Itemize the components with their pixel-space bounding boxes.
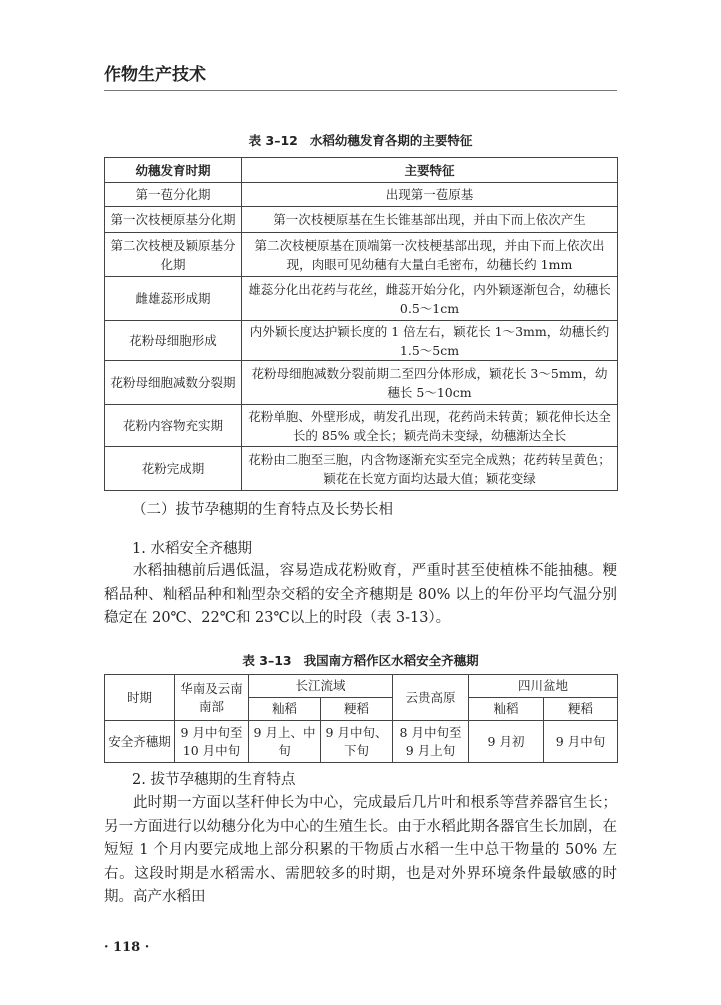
header-yungui: 云贵高原 xyxy=(393,675,469,721)
table1-title: 水稻幼穗发育各期的主要特征 xyxy=(309,133,473,148)
paragraph-1-text: 水稻抽穗前后遇低温，容易造成花粉败育，严重时甚至使植株不能抽穗。粳稻品种、籼稻品种和籼型杂交稻的安全齐穗期是 80% 以上的年份平均气温分别稳定在 20℃、22℃和 23℃以上的时段（表 3-13）。 xyxy=(104,563,617,626)
page-number: · 118 · xyxy=(104,940,150,955)
feature-cell: 出现第一苞原基 xyxy=(242,183,618,207)
feature-cell: 花粉母细胞减数分裂前期二至四分体形成，颖花长 3～5mm，幼穗长 5～10cm xyxy=(242,361,618,405)
paragraph-1 xyxy=(104,560,617,631)
stage-cell: 雌雄蕊形成期 xyxy=(105,277,242,321)
header-changjiang: 长江流域 xyxy=(249,675,393,698)
value-yungui: 8 月中旬至 9 月上旬 xyxy=(393,721,469,763)
table-safe-heading-period xyxy=(104,674,618,763)
table-row xyxy=(105,405,618,447)
table2-caption xyxy=(104,651,617,669)
stage-cell: 花粉内容物充实期 xyxy=(105,405,242,447)
feature-cell: 内外颖长度达护颖长度的 1 倍左右，颖花长 1～3mm，幼穗长约 1.5～5cm xyxy=(242,321,618,361)
feature-cell: 第二次枝梗原基在顶端第一次枝梗基部出现，并由下而上依次出现，肉眼可见幼穗有大量白毛密布，幼穗长约 1mm xyxy=(242,233,618,277)
paragraph-2-text: 此时期一方面以茎秆伸长为中心，完成最后几片叶和根系等营养器官生长；另一方面进行以幼穗分化为中心的生殖生长。由于水稻此期各器官生长加剧，在短短 1 个月内要完成地上部分积累的干物质占水稻一生中总干物量的 50% 左右。这段时期是水稻需水、需肥较多的时期，也是对外界环境条件最敏感的时期。高产水稻田 xyxy=(104,795,617,905)
header-cj-geng: 粳稻 xyxy=(321,698,393,721)
table1-caption xyxy=(104,131,617,149)
stage-cell: 第一次枝梗原基分化期 xyxy=(105,207,242,233)
table-row xyxy=(105,233,618,277)
feature-cell: 第一次枝梗原基在生长锥基部出现，并由下而上依次产生 xyxy=(242,207,618,233)
table-header-row xyxy=(105,158,618,183)
value-cj-xian: 9 月上、中旬 xyxy=(249,721,321,763)
running-head: 作物生产技术 xyxy=(104,65,206,85)
table2-title: 我国南方稻作区水稻安全齐穗期 xyxy=(303,653,479,668)
table-rice-panicle-stages xyxy=(104,157,618,491)
table-row xyxy=(105,183,618,207)
header-cj-xian: 籼稻 xyxy=(249,698,321,721)
value-cj-geng: 9 月中旬、下旬 xyxy=(321,721,393,763)
subsection-heading-2: 2. 拔节孕穗期的生育特点 xyxy=(132,772,296,788)
stage-cell: 花粉母细胞形成 xyxy=(105,321,242,361)
stage-cell: 花粉母细胞减数分裂期 xyxy=(105,361,242,405)
feature-cell: 雄蕊分化出花药与花丝，雌蕊开始分化，内外颖逐渐包合，幼穗长 0.5～1cm xyxy=(242,277,618,321)
table-row xyxy=(105,277,618,321)
header-rule xyxy=(104,90,617,91)
subsection-heading-1: 1. 水稻安全齐穗期 xyxy=(132,541,252,557)
row-label: 安全齐穗期 xyxy=(105,721,175,763)
stage-cell: 第二次枝梗及颖原基分化期 xyxy=(105,233,242,277)
table-row xyxy=(105,207,618,233)
col-header-stage: 幼穗发育时期 xyxy=(105,158,242,183)
header-huanan: 华南及云南南部 xyxy=(175,675,249,721)
table-row xyxy=(105,721,618,763)
table-header-row xyxy=(105,675,618,698)
col-header-feature: 主要特征 xyxy=(242,158,618,183)
value-sc-xian: 9 月初 xyxy=(469,721,544,763)
stage-cell: 花粉完成期 xyxy=(105,447,242,491)
paragraph-2 xyxy=(104,792,617,910)
table-row xyxy=(105,321,618,361)
header-period: 时期 xyxy=(105,675,175,721)
value-huanan: 9 月中旬至 10 月中旬 xyxy=(175,721,249,763)
table-row xyxy=(105,361,618,405)
table-row xyxy=(105,447,618,491)
table2-number: 表 3–13 xyxy=(242,653,292,668)
header-sc-xian: 籼稻 xyxy=(469,698,544,721)
value-sc-geng: 9 月中旬 xyxy=(544,721,618,763)
feature-cell: 花粉单胞、外壁形成，萌发孔出现，花药尚未转黄；颖花伸长达全长的 85% 或全长；颖壳尚未变绿，幼穗渐达全长 xyxy=(242,405,618,447)
feature-cell: 花粉由二胞至三胞，内含物逐渐充实至完全成熟；花药转呈黄色；颖花在长宽方面均达最大值；颖花变绿 xyxy=(242,447,618,491)
stage-cell: 第一苞分化期 xyxy=(105,183,242,207)
header-sichuan: 四川盆地 xyxy=(469,675,618,698)
table1-number: 表 3–12 xyxy=(248,133,298,148)
section-heading: （二）拔节孕穗期的生育特点及长势长相 xyxy=(132,502,393,518)
header-sc-geng: 粳稻 xyxy=(544,698,618,721)
